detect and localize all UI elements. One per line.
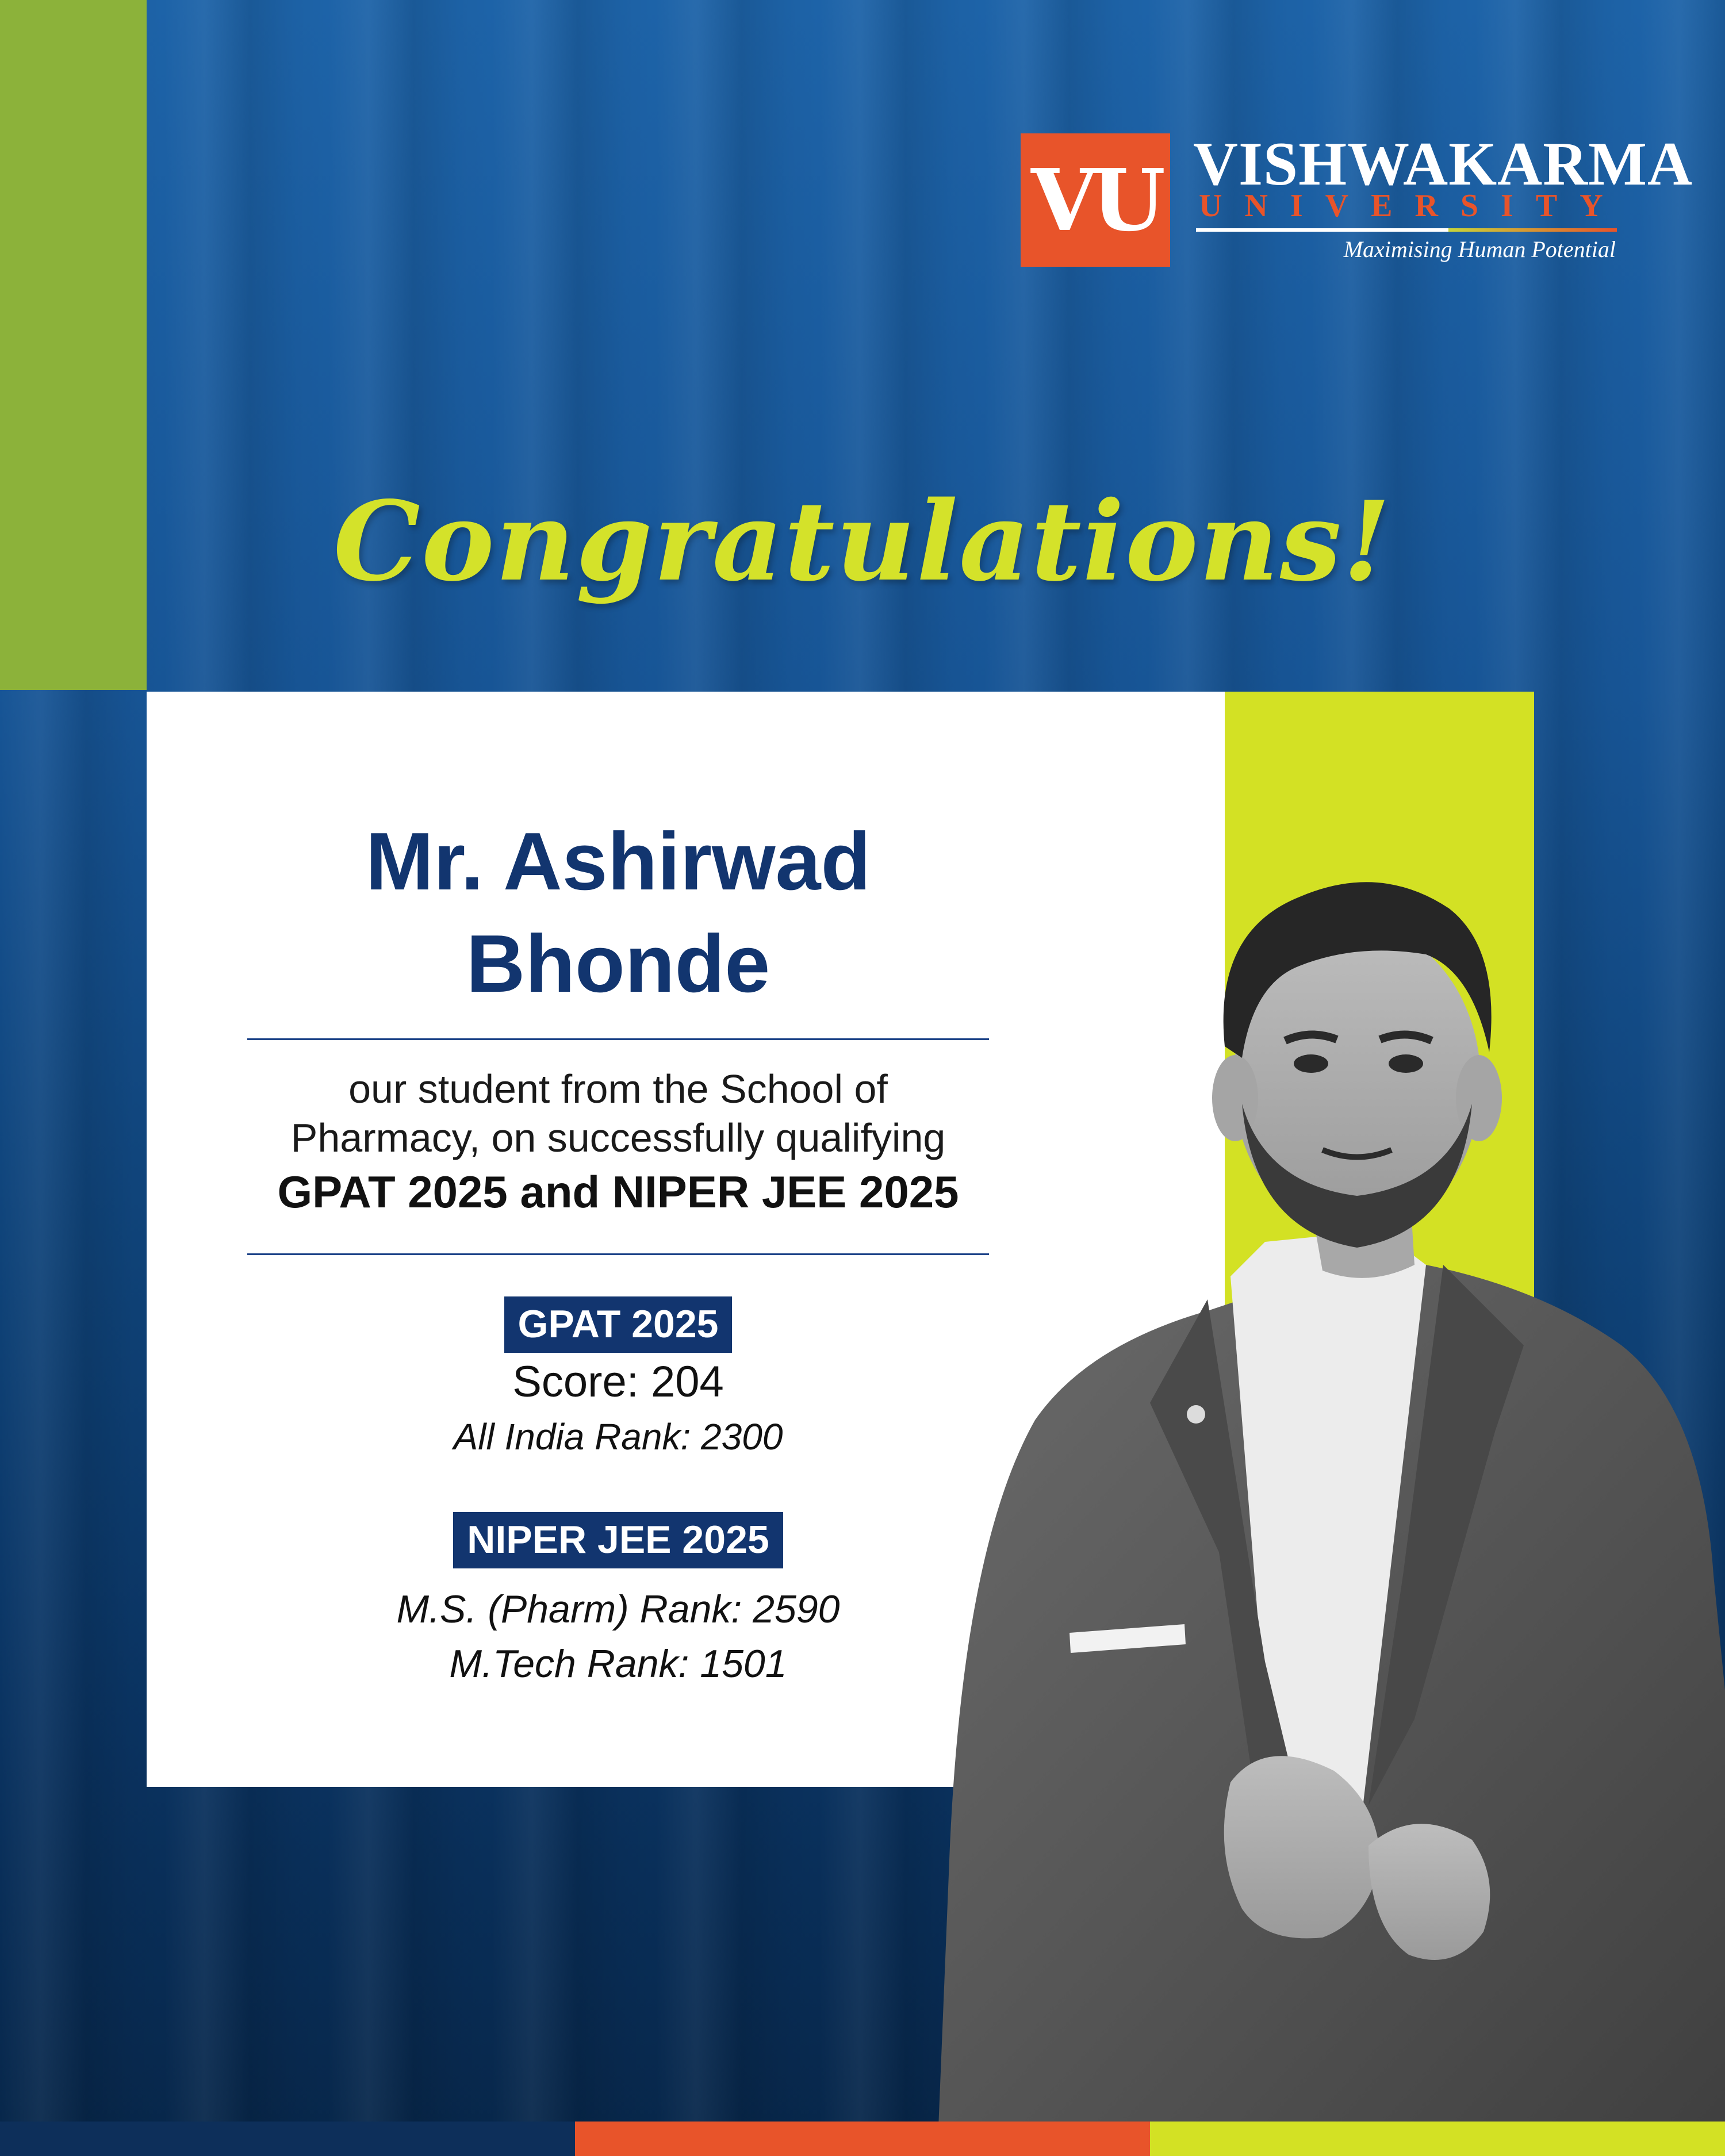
university-name: VISHWAKARMA: [1193, 130, 1693, 198]
gpat-score: Score: 204: [512, 1357, 724, 1406]
university-tagline: Maximising Human Potential: [1343, 236, 1616, 262]
student-name-line-1: Mr. Ashirwad: [365, 816, 871, 907]
gpat-badge: GPAT 2025: [504, 1296, 733, 1353]
bottom-bar-lime: [1150, 2122, 1725, 2156]
logo-divider: [1196, 228, 1617, 232]
university-subname: UNIVERSITY: [1199, 188, 1626, 224]
student-name-line-2: Bhonde: [466, 918, 770, 1010]
description-line-2: Pharmacy, on successfully qualifying: [290, 1115, 946, 1161]
vu-logo-mark: [1021, 133, 1170, 267]
student-photo: [862, 828, 1725, 2156]
bottom-bar-blue: [0, 2122, 575, 2156]
niper-badge: NIPER JEE 2025: [453, 1512, 783, 1568]
bottom-bar-orange: [575, 2122, 1150, 2156]
exams-qualified: GPAT 2025 and NIPER JEE 2025: [277, 1167, 959, 1217]
gpat-all-india-rank: All India Rank: 2300: [453, 1416, 783, 1457]
niper-mtech-rank: M.Tech Rank: 1501: [449, 1642, 787, 1686]
logo-mark-text: VU: [1031, 150, 1160, 250]
congratulations-heading: Congratulations!: [333, 477, 1392, 605]
niper-ms-pharm-rank: M.S. (Pharm) Rank: 2590: [396, 1587, 840, 1631]
description-line-1: our student from the School of: [348, 1067, 888, 1111]
